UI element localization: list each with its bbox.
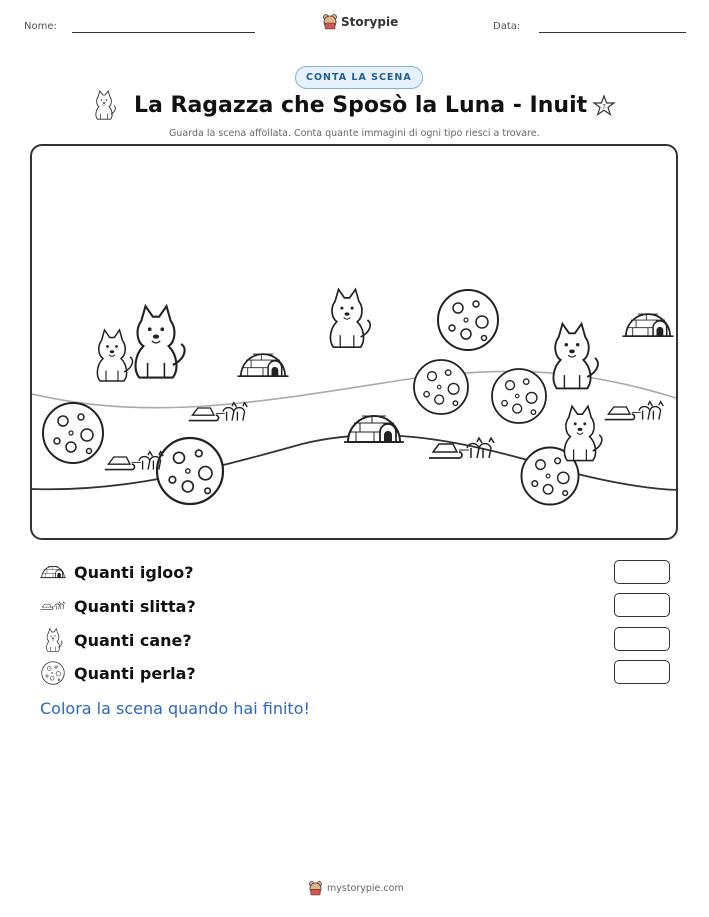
question-label: Quanti perla? <box>74 663 196 683</box>
scene-drawing <box>32 146 678 540</box>
answer-box-dog[interactable] <box>614 627 670 651</box>
answer-box-sled[interactable] <box>614 593 670 617</box>
name-label: Nome: <box>24 21 57 32</box>
brand-name: Storypie <box>341 15 399 29</box>
igloo-icon <box>40 561 66 583</box>
igloo <box>623 314 674 336</box>
dog <box>553 324 597 389</box>
pearl <box>414 360 468 414</box>
section-badge: CONTA LA SCENA <box>295 66 423 89</box>
pearl <box>438 290 498 350</box>
counting-scene <box>30 144 678 540</box>
pearl <box>157 438 223 504</box>
dog <box>97 330 132 381</box>
storypie-bear-icon <box>323 14 337 30</box>
question-row <box>40 595 196 617</box>
site-footer <box>309 881 404 896</box>
question-label: Quanti igloo? <box>74 562 194 582</box>
question-row <box>40 628 192 652</box>
igloo <box>238 354 289 376</box>
date-label: Data: <box>493 21 521 32</box>
sled <box>105 452 164 470</box>
name-line[interactable] <box>72 32 255 33</box>
dog <box>330 289 370 347</box>
answer-box-pearl[interactable] <box>614 660 670 684</box>
pearl <box>492 369 546 423</box>
igloo <box>344 416 404 442</box>
pearl-icon <box>40 661 66 685</box>
site-url[interactable]: mystorypie.com <box>327 883 404 894</box>
svg-text:?: ? <box>602 103 606 111</box>
storypie-bear-icon <box>309 881 322 896</box>
star-icon <box>592 94 616 118</box>
dog <box>564 406 601 460</box>
question-row <box>40 561 194 583</box>
pearl <box>43 403 103 463</box>
sled-icon <box>40 595 66 617</box>
brand-logo <box>323 14 398 30</box>
question-row <box>40 661 196 685</box>
date-line[interactable] <box>539 32 686 33</box>
page-title: La Ragazza che Sposò la Luna - Inuit <box>134 93 588 118</box>
question-label: Quanti slitta? <box>74 596 196 616</box>
answer-box-igloo[interactable] <box>614 560 670 584</box>
dog <box>136 306 185 377</box>
sled <box>605 402 664 420</box>
dog-icon <box>40 628 66 652</box>
coloring-instruction: Colora la scena quando hai finito! <box>40 699 310 718</box>
question-label: Quanti cane? <box>74 630 192 650</box>
page-subtitle: Guarda la scena affollata. Conta quante immagini di ogni tipo riesci a trovare. <box>169 128 540 139</box>
dog-title-icon <box>92 90 116 120</box>
